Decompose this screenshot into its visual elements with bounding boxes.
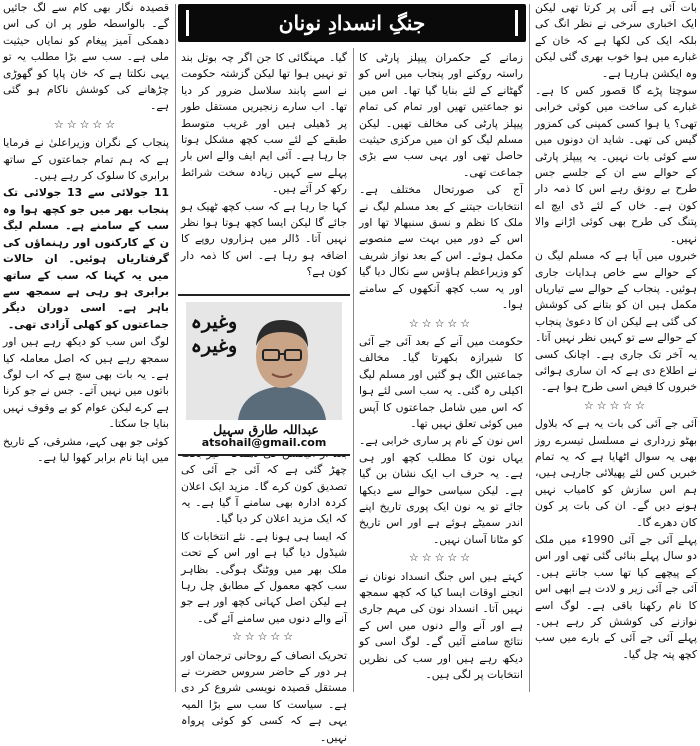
section-separator: ☆☆☆☆☆ xyxy=(53,117,119,131)
col4-paragraph: پنجاب کے نگران وزیراعلیٰ نے فرمایا ہے کہ ہم تمام جماعتوں کے ساتھ برابری کا سلوک کر رہے ہیں۔ xyxy=(3,136,169,183)
column-divider xyxy=(175,4,176,692)
column-4 xyxy=(0,0,172,696)
col4-paragraph: قصیدہ نگار بھی کام سے لگ جائیں گے۔ بالواسطہ طور پر ان کی اس دھمکی آمیز پیغام کو نمایاں حیثیت ملی ہے۔ سب سے بڑا مطلب یہ تو یہی نکلتا ہے کہ خان پاپا کو گھوڑی چڑھانے کی کوشش ناکام ہو گئی ہے۔ xyxy=(3,1,169,113)
section-separator: ☆☆☆☆☆ xyxy=(583,398,649,412)
col2-paragraph: کہتے ہیں اس جنگ انسداد نونان نے انجنے اوقات ایسا کیا کہ کچھ سمجھ نہیں آتا۔ انسداد نون کی مہم جاری ہے اور آنے والے دنوں میں اس کے نتائج سامنے آئیں گے۔ لوگ اسی کو دیکھ رہے ہیں اور سب کی نظریں انتخابات پر لگی ہیں۔ xyxy=(359,569,523,682)
section-separator: ☆☆☆☆☆ xyxy=(408,316,474,330)
col1-paragraph: پہلے آئی جے آئی 1990ء میں ملک دو سال پہلے بنائی گئی تھی اور اس کے پیچھے کیا تھا سب جانتے ہیں۔ آئی جے آئی زیر و لادت ہے ابھی اس کا نام رکھنا باقی ہے۔ لوگ اسے نوازنے کی کوشش کر رہے ہیں۔ پہلے آئی جے آئی کے بارے میں سب کچھ پتہ چل گیا۔ xyxy=(535,533,697,661)
col3-paragraph: چھڑ گئی ہے کہ آئی جے آئی کی تصدیق کون کرے گا۔ مزید ایک اعلان کردہ ادارہ بھی سامنے آ گیا ہے۔ یہ کہ ایک مزید اعلان کر دیا گیا۔ xyxy=(181,463,347,526)
section-separator: ☆☆☆☆☆ xyxy=(408,551,474,565)
col3-paragraph: گیا۔ مہنگائی کا جن اگر چہ بوتل بند تو نہیں ہوا تھا لیکن گزشتہ حکومت نے اسے پابند سلاسل ضرور کر دیا تھا۔ اب سارے زنجیریں مستقل طور پر ڈھیلی ہیں اور غریب متوسط طبقے کے لئے سب کچھ مشکل ہوتا جا رہا ہے۔ آئی ایم ایف والے اس بار پہلے سے کہیں زیادہ سخت شرائط رکھ کر آئے ہیں۔ xyxy=(181,51,347,196)
col2-paragraph: آج کی صورتحال مختلف ہے۔ انتخابات جیتنے کے بعد مسلم لیگ نے ملک کا نظم و نسق سنبھالا تھا اور اس کے دور میں بہت سے منصوبے مکمل ہوئے۔ اس کے بعد نواز شریف کو وزیراعظم ہاؤس سے نکال دیا گیا اور یہ سب کچھ آنکھوں کے سامنے ہوا۔ xyxy=(359,183,523,312)
col1-paragraph: آئی جے آئی کی بات یہ ہے کہ بلاول بھٹو زرداری نے مسلسل تیسرے روز بھی یہ سوال اٹھایا ہے کہ یہ تمام خبریں کس لئے پھیلائی جارہی ہیں، ہم اس سازش کو کامیاب نہیں ہونے دیں گے۔ ان کی بات پر کون کان دھرے گا۔ xyxy=(535,417,697,529)
author-photo xyxy=(186,302,342,420)
col4-paragraph: کوئی جو بھی کہے، مشرقی، کے تاریخ میں اپنا نام برابر کھوا لیا ہے۔ xyxy=(3,434,169,464)
col2-paragraph: حکومت میں آنے کے بعد آئی جے آئی کا شیرازہ بکھرتا گیا۔ مخالف جماعتیں الگ ہو گئیں اور مسلم لیگ اکیلی رہ گئی۔ یہ سب اسی لئے ہوا کہ اس میں شامل جماعتوں کا آپس میں کوئی تعلق نہیں تھا۔ xyxy=(359,334,523,430)
column-brand-logo: وغیرہ وغیرہ xyxy=(190,311,238,357)
column-2 xyxy=(356,50,526,696)
column-divider xyxy=(353,48,354,692)
col3-paragraph: کہ ایسا ہی ہونا ہے۔ نئے انتخابات کا شیڈول دیا گیا ہے اور اس کے تحت ملک بھر میں ووٹنگ ہوگی۔ بظاہر سب کچھ معمول کے مطابق چل رہا ہے لیکن اصل کہانی کچھ اور ہے جو آنے والے دنوں میں سامنے آئے گی۔ xyxy=(181,529,347,625)
col4-paragraph: 11 جولائی سے 13 جولائی تک پنجاب بھر میں جو کچھ ہوا وہ سب کے سامنے ہے۔ مسلم لیگ ن کے کارکنوں اور رہنماؤں کی گرفتاریاں ہوئیں۔ ان حالات میں یہ کہنا کہ سب کے ساتھ برابری ہو رہی ہے سمجھ سے باہر ہے۔ اسی دوران دیگر جماعتوں کو کھلی آزادی تھی۔ xyxy=(3,186,169,331)
col3-paragraph: تحریک انصاف کے روحانی ترجمان اور ہر دور کے حاضر سروس حضرت نے مستقل قصیدہ نویسی شروع کر دی ہے۔ سیاست کا سب سے بڑا المیہ یہی ہے کہ کسی کو کوئی پرواہ نہیں۔ xyxy=(181,648,347,744)
article-title: جنگِ انسدادِ نونان xyxy=(178,4,526,42)
author-name: عبداللہ طارق سہیل xyxy=(213,422,319,437)
col1-paragraph: بات آئی ہے آئی پر کرتا تھی لیکن ایک اخباری سرخی نے نظر انگ کی بلکہ ایک کی لکھا ہے کہ خان کے غبارے میں ہوا خوب بھری گئی لیکن وہ ایکشن ہارہا ہے۔ xyxy=(535,1,697,80)
col4-paragraph: لوگ اس سب کو دیکھ رہے ہیں اور سمجھ رہے ہیں کہ اصل معاملہ کیا ہے۔ یہ بات بھی سچ ہے کہ اب لوگ باتوں میں نہیں آتے۔ جس نے جو کرنا ہے کرے لیکن عوام کو بے وقوف نہیں بنایا جا سکتا۔ xyxy=(3,335,169,431)
col2-paragraph: اس نون کے نام پر ساری خرابی ہے۔ یہاں نون کا مطلب کچھ اور ہی ہے۔ یہ حرف اب ایک نشان بن گیا ہے۔ لیکن سیاسی حوالے سے دیکھا جائے تو یہ نون ایک پوری تاریخ اپنے اندر سمیٹے ہوئے ہے اور اس تاریخ کو مٹانا آسان نہیں۔ xyxy=(359,434,523,546)
author-photo-box xyxy=(178,294,350,456)
col2-paragraph: زمانے کے حکمران پیپلز پارٹی کا راستہ روکنے اور پنجاب میں اس کو گھٹانے کے لئے بنایا گیا تھا۔ اس میں نو جماعتیں تھیں اور تمام کی تمام پیپلز پارٹی کی مخالف تھیں۔ لیکن مسلم لیگ کو ان میں مرکزی حیثیت حاصل تھی اور یہی سب سے بڑی جماعت تھی۔ xyxy=(359,51,523,179)
column-divider xyxy=(529,4,530,692)
column-1 xyxy=(532,0,700,696)
author-email: atsohail@gmail.com xyxy=(201,436,327,449)
col3-paragraph: کہا جا رہا ہے کہ سب کچھ ٹھیک ہو جائے گا لیکن ایسا کچھ ہوتا ہوا نظر نہیں آتا۔ ڈالر میں ہزاروں روپے کا اضافہ ہو رہا ہے۔ اس کا ذمہ دار کون ہے؟ xyxy=(181,199,347,279)
section-separator: ☆☆☆☆☆ xyxy=(231,630,297,644)
col1-paragraph: سوچتا پڑے گا قصور کس کا ہے۔ غبارے کی ساخت میں کوئی خرابی تھی؟ یا ہوا کسی کمپنی کی کمزور گیس کی تھی۔ شاید ان دونوں میں سے کوئی بات نہیں۔ یہ پیپلز پارٹی کے حوالے سے ان کے جلسے جس طرح بے رونق رہے اس کا ذمہ دار کون ہے۔ خاں کے لئے ڈی ایچ اے پتنگ کی طرح بھی کوئی اڑانے والا نہیں۔ xyxy=(535,84,697,245)
col1-paragraph: خبروں میں آیا ہے کہ مسلم لیگ ن کے حوالے سے خاص ہدایات جاری ہوئیں۔ پنجاب کے حوالے سے تیاریاں مکمل ہیں ان کو بتانے کی کوشش کی گئی ہے لیکن ان کا دعویٰ پنجاب کے حوالے سے تو کہیں نظر نہیں آتا۔ یہ آخر تک جاری ہے۔ اچانک کسی نے اطلاع دی ہے کہ ان ساری ہوائی خبروں کا فیض اسی طرح ہوا ہے۔ xyxy=(535,249,697,394)
